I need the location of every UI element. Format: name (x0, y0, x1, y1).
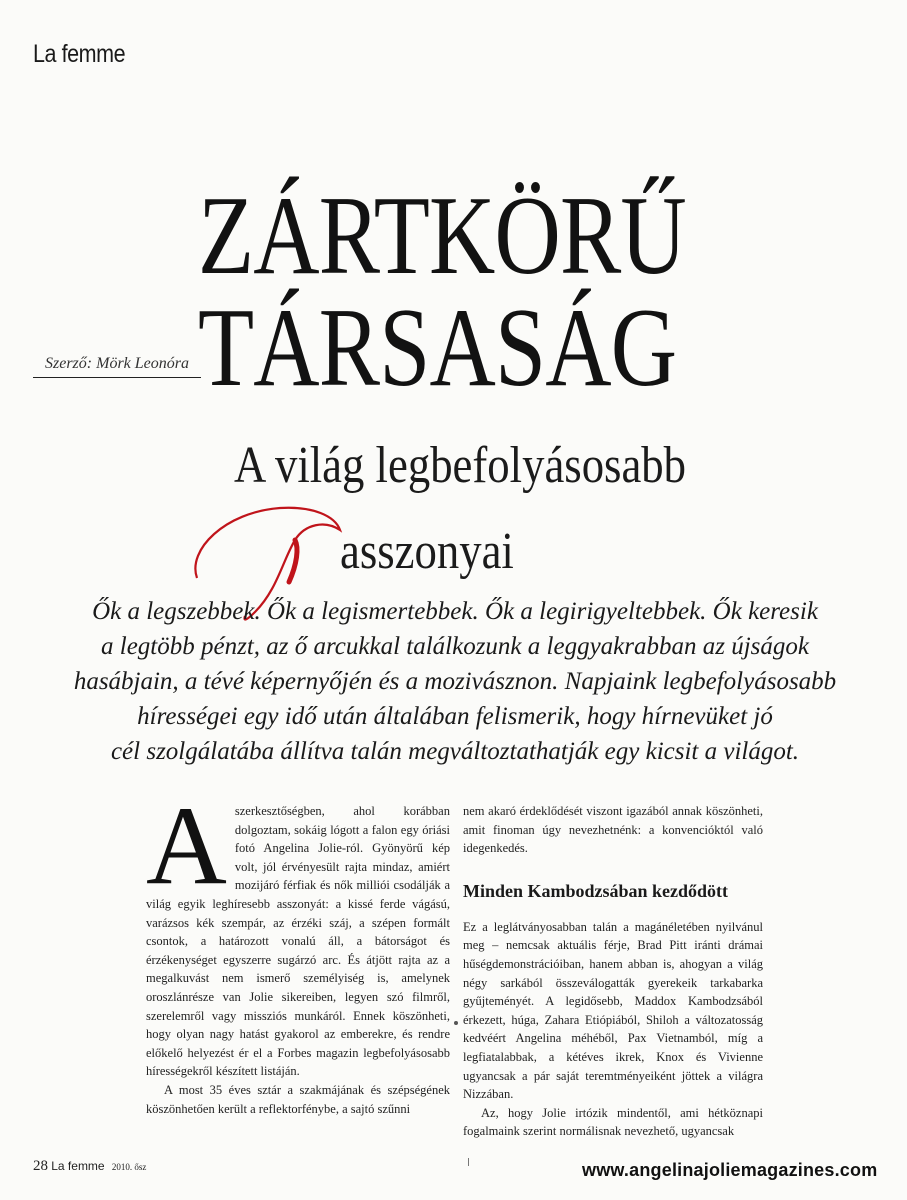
page-number: 28 (33, 1158, 48, 1174)
body-paragraph: A most 35 éves sztár a szakmájának és szépségének köszönhetően került a reflektorfénybe, a sajtó szűnni (146, 1082, 450, 1116)
lead-line: a legtöbb pénzt, az ő arcukkal találkozunk a leggyakrabban az újságok (101, 633, 809, 660)
lead-line: hasábjain, a tévé képernyőjén és a mozivásznon. Napjaink legbefolyásosabb (73, 668, 837, 695)
body-column-2 (463, 802, 763, 1141)
body-paragraph: Ez a leglátványosabban talán a magánéletében nyilvánul meg – nemcsak aktuális férje, Brad Pitt iránti drámai hűségdemonstrációiban, hanem abban is, ahogyan a világ négy sarkából összeválogatták gyerekeik tarkabarka gyűjteményét. A legidősebb, Maddox Kambodzsából érkezett, húga, Zahara Etiópiából, Shiloh a változatosság kedvéért Angelina méhéből, Pax Vietnamból, míg a legfiatalabbak, a kétéves ikrek, Knox és Vivienne ugyancsak a pár saját teremtményeiként jöttek a világra Nizzában. (463, 919, 763, 1102)
footer-issue: 2010. ősz (111, 1162, 147, 1172)
body-paragraph: szerkesztőségben, ahol korábban dolgoztam, sokáig lógott a falon egy óriási fotó Angelina Jolie-ról. Gyönyörű kép volt, jól érvényesült rajta mindaz, amiért mozijáró férfiak és nők milliói csodálják a világ egyik leghíresebb asszonyát: a kissé ferde vágású, varázsos kék szempár, az érzéki száj, a szépen formált csontok, a határozott vonalú áll, a bátorságot és érzékenységet egyszerre sugárzó arc. És átjött rajta az a megalkuvást nem ismerő személyiség is, amelynek oroszlánrésze van Jolie sikereiben, legyen szó filmről, szerelemről vagy missziós munkáról. Ennek köszönheti, hogy olyan nagy hatást gyakorol az emberekre, és rendre előkelő helyezést ér el a Forbes magazin legbefolyásosabb hírességekről készített listáján. (146, 804, 450, 1079)
page-footer (33, 1158, 146, 1175)
footer-magazine-name: La femme (51, 1159, 105, 1173)
lead-line: cél szolgálatába állítva talán megváltoztathatják egy kicsit a világot. (110, 738, 800, 765)
subtitle-line-1: A világ legbefolyásosabb (233, 437, 687, 494)
title-line-1: ZÁRTKÖRŰ (198, 174, 686, 298)
section-subheading: Minden Kambodzsában kezdődött (463, 880, 729, 901)
body-paragraph: nem akaró érdeklődését viszont igazából annak köszönheti, amit finoman úgy nevezhetnénk: a konvencióktól való idegenkedés. (463, 804, 763, 856)
magazine-brand: La femme (33, 40, 126, 68)
column-dot-separator (454, 1021, 458, 1025)
subtitle-line-2: asszonyai (340, 523, 514, 580)
drop-cap: A (146, 784, 227, 908)
body-paragraph: Az, hogy Jolie irtózik mindentől, ami hétköznapi fogalmaink szerint normálisnak nevezhető, ugyancsak (463, 1105, 763, 1139)
article-title (198, 174, 686, 410)
author-byline: Szerző: Mörk Leonóra (33, 355, 201, 378)
lead-line: hírességei egy idő után általában felismerik, hogy hírnevüket jó (137, 703, 773, 730)
body-column-1 (146, 784, 450, 1118)
fold-mark (468, 1158, 469, 1166)
lead-paragraph (22, 594, 888, 769)
lead-line: Ők a legszebbek. Ők a legismertebbek. Ők a legirigyeltebbek. Ők keresik (92, 598, 818, 625)
title-line-2: TÁRSASÁG (198, 286, 677, 410)
watermark-url: www.angelinajoliemagazines.com (582, 1160, 878, 1180)
